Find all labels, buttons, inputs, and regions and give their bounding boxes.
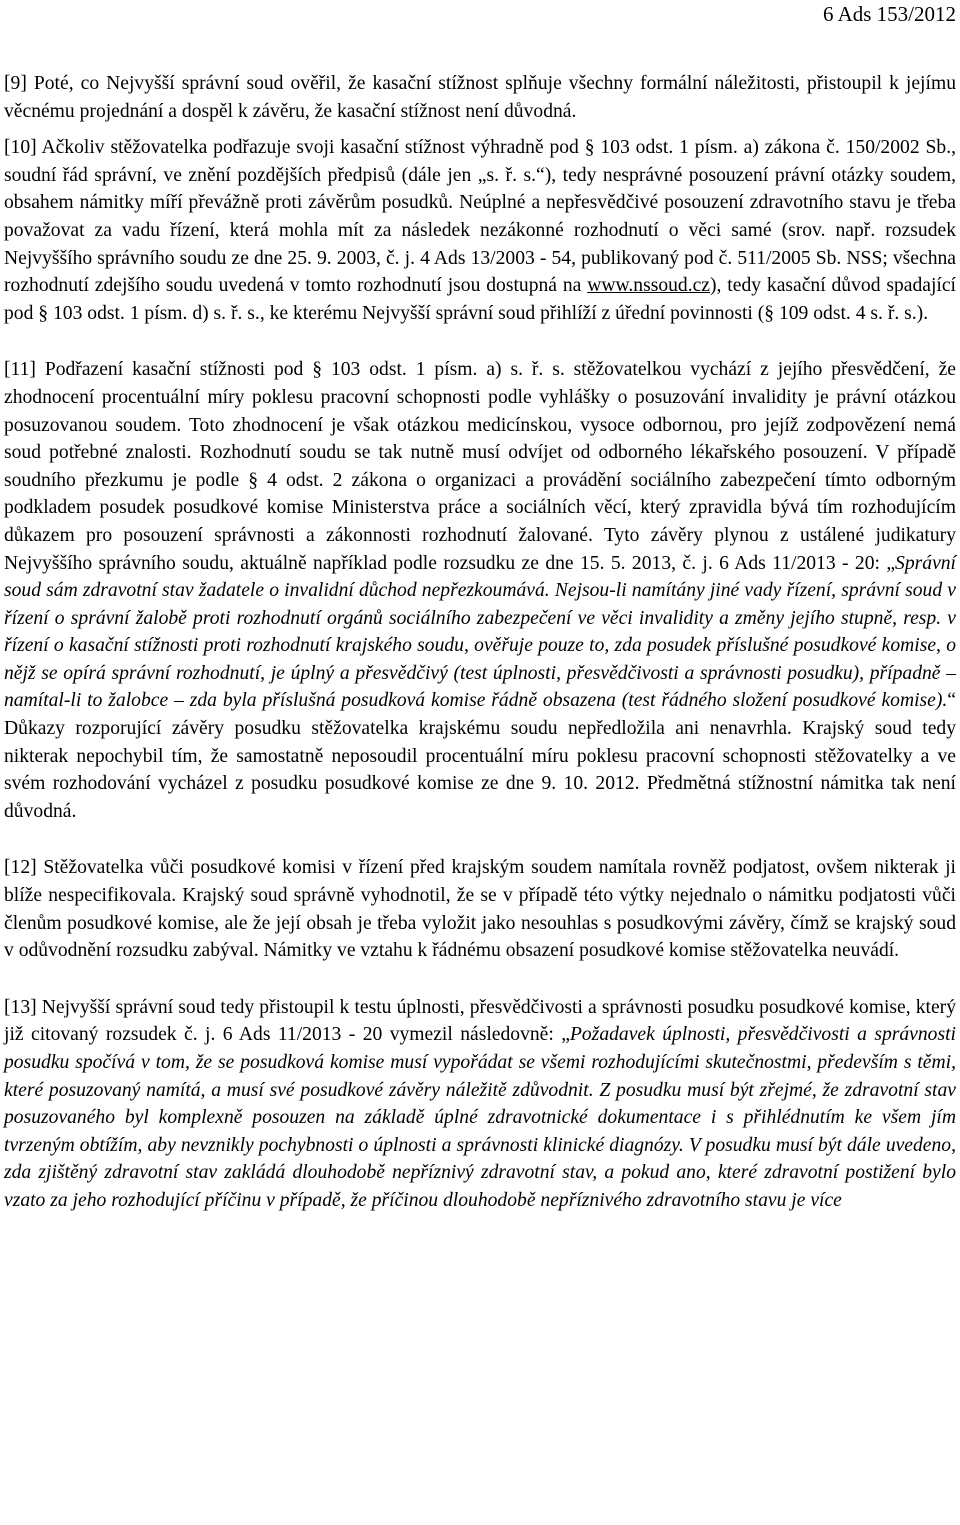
paragraph-13-quote: Požadavek úplnosti, přesvědčivosti a správnosti posudku spočívá v tom, že se posudková komise musí vypořádat se všemi rozhodujícími skutečnostmi, především s těmi, které posuzovaný namítá, a musí své posudkové závěry náležitě zdůvodnit. Z posudku musí být zřejmé, že zdravotní stav posuzovaného byl komplexně posouzen na základě úplné zdravotnické dokumentace i s přihlédnutím ke všem jím tvrzeným obtížím, aby nevznikly pochybnosti o úplnosti a správnosti klinické diagnózy. V posudku musí být dále uvedeno, zda zjištěný zdravotní stav zakládá dlouhodobě nepříznivý zdravotní stav, a pokud ano, které zdravotní postižení bylo vzato za jeho rozhodující příčinu v případě, že příčinou dlouhodobě nepříznivého zdravotního stavu je více [4, 1024, 956, 1211]
paragraph-9-text: [9] Poté, co Nejvyšší správní soud ověřil, že kasační stížnost splňuje všechny formální náležitosti, přistoupil k jejímu věcnému projednání a dospěl k závěru, že kasační stížnost není důvodná. [4, 73, 956, 122]
paragraph-11-quote: Správní soud sám zdravotní stav žadatele o invalidní důchod nepřezkoumává. Nejsou-li namítány jiné vady řízení, správní soud v řízení o správní žalobě proti rozhodnutí orgánů sociálního zabezpečení ve věci invalidity a změny jejího stupně, resp. v řízení o kasační stížnosti proti rozhodnutí krajského soudu, ověřuje pouze to, zda posudek příslušné posudkové komise, o nějž se opírá správní rozhodnutí, je úplný a přesvědčivý (test úplnosti, přesvědčivosti a správnosti posudku), případně – namítal-li to žalobce – zda byla příslušná posudková komise řádně obsazena (test řádného složení posudkové komise). [4, 552, 956, 712]
paragraph-9 [4, 70, 956, 125]
document-page [4, 0, 956, 1215]
paragraph-11-text-b: “ Důkazy rozporující závěry posudku stěžovatelka krajskému soudu nepředložila ani nenavrhla. Krajský soud tedy nikterak nepochybil tím, že samostatně neposoudil procentuální míru poklesu pracovní schopnosti stěžovatelky a ve svém rozhodování vycházel z posudku posudkové komise ze dne 9. 10. 2012. Předmětná stížnostní námitka tak není důvodná. [4, 690, 956, 822]
paragraph-10-text-b: ), tedy kasační důvod spadající pod § 103 odst. 1 písm. d) s. ř. s., ke kterému Nejvyšší správní soud přihlíží z úřední povinnosti (§ 109 odst. 4 s. ř. s.). [4, 275, 956, 324]
paragraph-13-text-a: [13] Nejvyšší správní soud tedy přistoupil k testu úplnosti, přesvědčivosti a správnosti posudku posudkové komise, který již citovaný rozsudek č. j. 6 Ads 11/2013 - 20 vymezil následovně: „ [4, 996, 956, 1046]
paragraph-12-text: [12] Stěžovatelka vůči posudkové komisi v řízení před krajským soudem namítala rovněž podjatost, ovšem nikterak ji blíže nespecifikovala. Krajský soud správně vyhodnotil, že se v případě této výtky nejednalo o námitku podjatosti vůči členům posudkové komise, ale že její obsah je třeba vyložit jako nesouhlas s posudkovými závěry, čímž se krajský soud v odůvodnění rozsudku zabýval. Námitky ve vztahu k řádnému obsazení posudkové komise stěžovatelka neuvádí. [4, 857, 956, 962]
case-number-header: 6 Ads 153/2012 [822, 2, 956, 26]
paragraph-11 [4, 356, 956, 825]
paragraph-11-text-a: [11] Podřazení kasační stížnosti pod § 103 odst. 1 písm. a) s. ř. s. stěžovatelkou vychází z jejího přesvědčení, že zhodnocení procentuální míry poklesu pracovní schopnosti podle vyhlášky o posuzování invalidity je právní otázkou posuzovanou soudem. Toto zhodnocení je však otázkou medicínskou, vysoce odbornou, pro jejíž zodpovězení nemá soud potřebné znalosti. Rozhodnutí soudu se tak nutně musí odvíjet od odborného lékařského posouzení. V případě soudního přezkumu je podle § 4 odst. 2 zákona o organizaci a provádění sociálního zabezpečení tímto odborným podkladem posudek posudkové komise Ministerstva práce a sociálních věcí, který zpravidla bývá tím rozhodujícím důkazem pro posouzení správnosti a zákonnosti rozhodnutí žalované. Tyto závěry plynou z ustálené judikatury Nejvyššího správního soudu, aktuálně například podle rozsudku ze dne 15. 5. 2013, č. j. 6 Ads 11/2013 - 20: „ [4, 359, 956, 574]
paragraph-10 [4, 134, 956, 327]
paragraph-13 [4, 994, 956, 1215]
nssoud-link[interactable]: www.nssoud.cz [587, 275, 711, 297]
paragraph-12 [4, 854, 956, 964]
paragraph-10-text-a: [10] Ačkoliv stěžovatelka podřazuje svoji kasační stížnost výhradně pod § 103 odst. 1 písm. a) zákona č. 150/2002 Sb., soudní řád správní, ve znění pozdějších předpisů (dále jen „s. ř. s.“), tedy nesprávné posouzení právní otázky soudem, obsahem námitky míří převážně proti závěrům posudků. Neúplné a nepřesvědčivé posouzení zdravotního stavu je třeba považovat za vadu řízení, která mohla mít za následek nezákonné rozhodnutí o věci samé (srov. např. rozsudek Nejvyššího správního soudu ze dne 25. 9. 2003, č. j. 4 Ads 13/2003 - 54, publikovaný pod č. 511/2005 Sb. NSS; všechna rozhodnutí zdejšího soudu uvedená v tomto rozhodnutí jsou dostupná na [4, 137, 956, 297]
